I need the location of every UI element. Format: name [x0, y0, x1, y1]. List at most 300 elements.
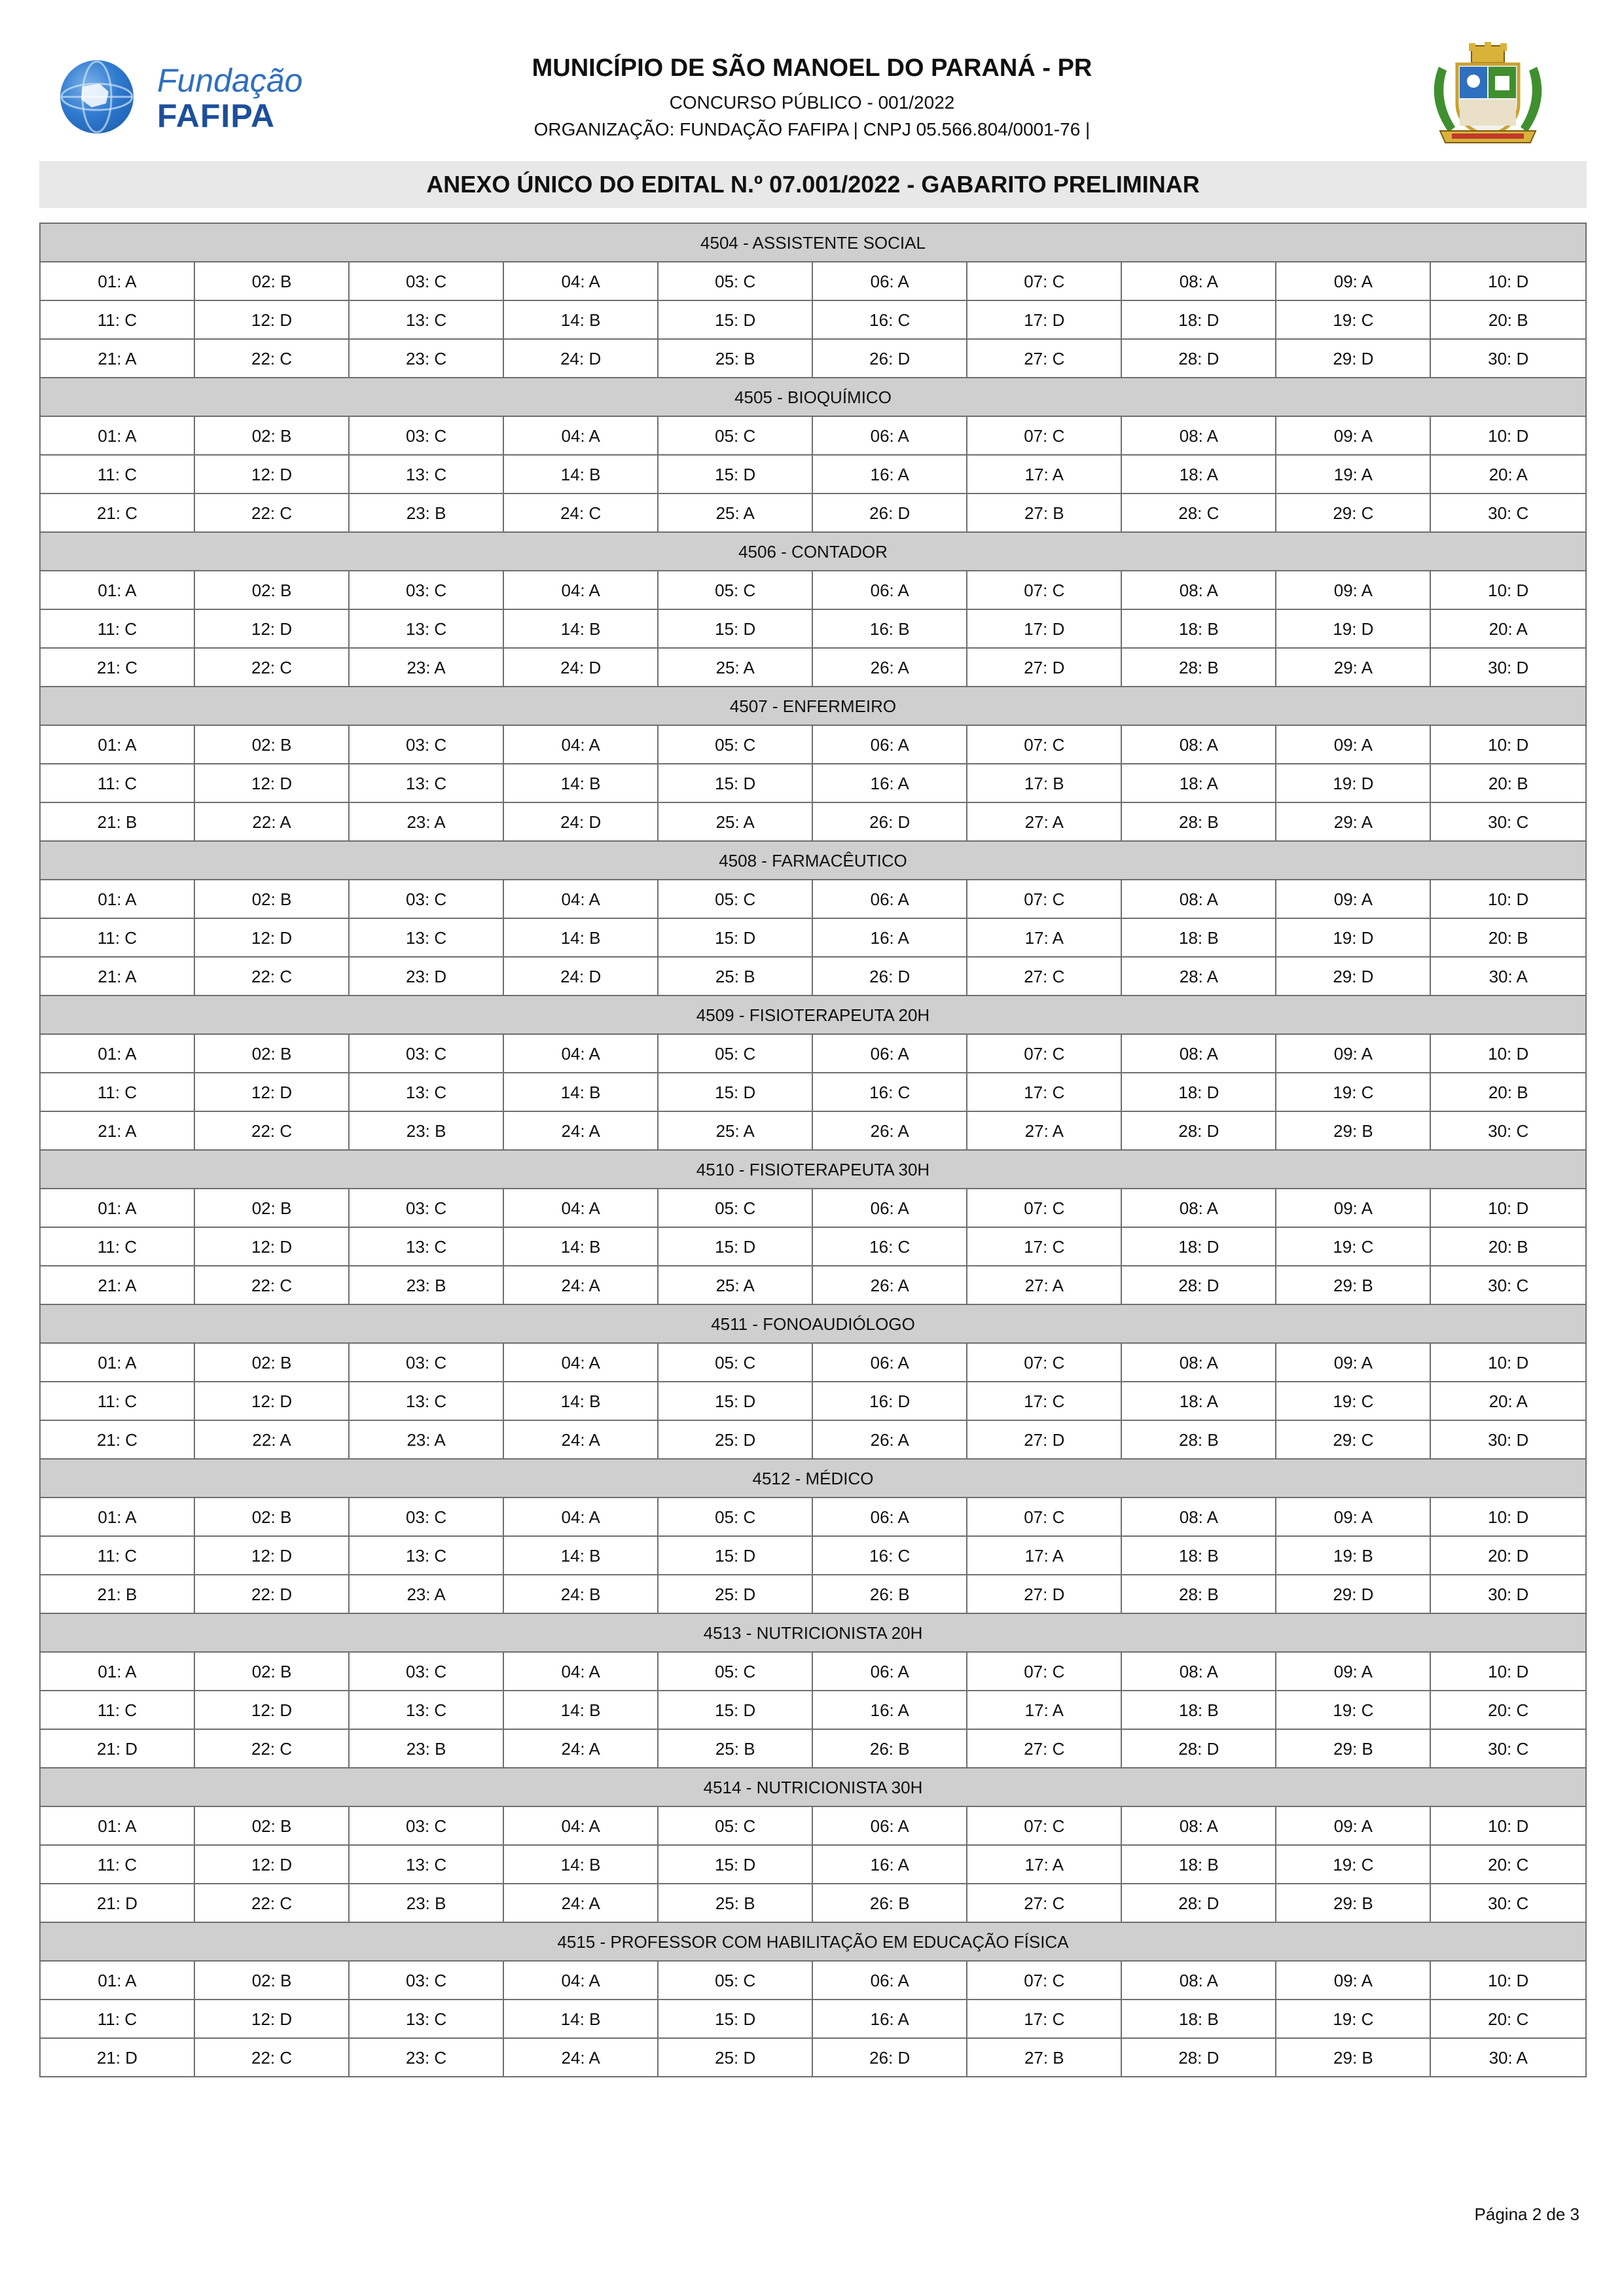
answer-cell: 07: C: [967, 1189, 1121, 1227]
organization-line: ORGANIZAÇÃO: FUNDAÇÃO FAFIPA | CNPJ 05.566.804/0001-76 |: [533, 119, 1091, 139]
answer-cell: 09: A: [1276, 262, 1430, 300]
answer-cell: 24: A: [503, 2038, 658, 2077]
answer-cell: 03: C: [349, 880, 503, 918]
answer-cell: 26: B: [812, 1729, 967, 1768]
section-header-row: [40, 223, 1586, 262]
answer-cell: 10: D: [1430, 571, 1586, 609]
answer-row: [40, 1382, 1586, 1420]
answer-cell: 23: B: [349, 1266, 503, 1304]
answer-cell: 13: C: [349, 1382, 503, 1420]
answer-cell: 12: D: [194, 1227, 349, 1266]
section-header-row: [40, 687, 1586, 725]
answer-cell: 14: B: [503, 609, 658, 648]
answer-cell: 21: D: [40, 1729, 194, 1768]
answer-cell: 02: B: [194, 1343, 349, 1382]
answer-row: [40, 1691, 1586, 1729]
answer-cell: 21: A: [40, 339, 194, 378]
answer-cell: 17: C: [967, 2000, 1121, 2038]
answer-cell: 02: B: [194, 1189, 349, 1227]
answer-cell: 26: D: [812, 2038, 967, 2077]
answer-cell: 15: D: [658, 1845, 812, 1884]
answer-cell: 05: C: [658, 571, 812, 609]
answer-cell: 22: C: [194, 648, 349, 687]
answer-row: [40, 1845, 1586, 1884]
answer-cell: 08: A: [1121, 725, 1276, 764]
answer-cell: 13: C: [349, 455, 503, 493]
answer-cell: 26: B: [812, 1884, 967, 1922]
answer-cell: 08: A: [1121, 262, 1276, 300]
answer-cell: 09: A: [1276, 1189, 1430, 1227]
answer-cell: 04: A: [503, 1652, 658, 1691]
answer-cell: 13: C: [349, 1536, 503, 1575]
answer-cell: 02: B: [194, 1034, 349, 1073]
answer-cell: 14: B: [503, 1691, 658, 1729]
answer-cell: 01: A: [40, 1189, 194, 1227]
answer-cell: 21: B: [40, 1575, 194, 1613]
answer-cell: 11: C: [40, 918, 194, 957]
answer-cell: 16: A: [812, 455, 967, 493]
answer-cell: 03: C: [349, 1498, 503, 1536]
answer-cell: 03: C: [349, 1961, 503, 2000]
answer-cell: 16: A: [812, 2000, 967, 2038]
answer-cell: 15: D: [658, 609, 812, 648]
section-header-row: [40, 841, 1586, 880]
answer-cell: 02: B: [194, 1806, 349, 1845]
answer-cell: 06: A: [812, 1343, 967, 1382]
answer-cell: 24: D: [503, 648, 658, 687]
section-title: 4506 - CONTADOR: [40, 532, 1586, 571]
answer-cell: 02: B: [194, 1652, 349, 1691]
answer-cell: 24: C: [503, 493, 658, 532]
answer-row: [40, 455, 1586, 493]
answer-cell: 27: A: [967, 802, 1121, 841]
answer-cell: 08: A: [1121, 1652, 1276, 1691]
answer-row: [40, 1961, 1586, 2000]
answer-cell: 23: B: [349, 1884, 503, 1922]
answer-row: [40, 1420, 1586, 1459]
answer-cell: 06: A: [812, 1652, 967, 1691]
answer-row: [40, 880, 1586, 918]
answer-cell: 16: A: [812, 1845, 967, 1884]
answer-cell: 30: C: [1430, 493, 1586, 532]
answer-cell: 28: B: [1121, 1420, 1276, 1459]
answer-cell: 21: A: [40, 957, 194, 996]
answer-cell: 01: A: [40, 725, 194, 764]
logo-text: [157, 63, 302, 134]
answer-cell: 02: B: [194, 1498, 349, 1536]
section-title: 4508 - FARMACÊUTICO: [40, 841, 1586, 880]
answer-cell: 16: D: [812, 1382, 967, 1420]
answer-cell: 15: D: [658, 918, 812, 957]
answer-cell: 19: D: [1276, 609, 1430, 648]
answer-cell: 30: D: [1430, 339, 1586, 378]
answer-row: [40, 1073, 1586, 1111]
answer-cell: 12: D: [194, 1845, 349, 1884]
answer-cell: 27: A: [967, 1111, 1121, 1150]
section-header-row: [40, 1304, 1586, 1343]
answer-cell: 20: A: [1430, 609, 1586, 648]
answer-cell: 12: D: [194, 1382, 349, 1420]
answer-cell: 07: C: [967, 1961, 1121, 2000]
answer-cell: 19: B: [1276, 1536, 1430, 1575]
answer-row: [40, 1536, 1586, 1575]
answer-cell: 07: C: [967, 725, 1121, 764]
answer-cell: 19: C: [1276, 1073, 1430, 1111]
answer-cell: 04: A: [503, 725, 658, 764]
answer-cell: 03: C: [349, 725, 503, 764]
answer-cell: 16: A: [812, 1691, 967, 1729]
answer-cell: 30: C: [1430, 1266, 1586, 1304]
answer-cell: 23: A: [349, 802, 503, 841]
answer-cell: 01: A: [40, 1806, 194, 1845]
answer-cell: 04: A: [503, 1806, 658, 1845]
answer-cell: 11: C: [40, 1227, 194, 1266]
answer-cell: 28: D: [1121, 1729, 1276, 1768]
answer-cell: 11: C: [40, 455, 194, 493]
answer-cell: 07: C: [967, 880, 1121, 918]
answer-cell: 05: C: [658, 725, 812, 764]
answer-cell: 01: A: [40, 880, 194, 918]
answer-cell: 18: A: [1121, 455, 1276, 493]
answer-cell: 15: D: [658, 1382, 812, 1420]
answer-cell: 29: C: [1276, 493, 1430, 532]
answer-cell: 24: A: [503, 1884, 658, 1922]
answer-cell: 06: A: [812, 416, 967, 455]
answer-cell: 09: A: [1276, 880, 1430, 918]
answer-cell: 02: B: [194, 1961, 349, 2000]
answer-cell: 21: D: [40, 1884, 194, 1922]
answer-cell: 07: C: [967, 1806, 1121, 1845]
answer-row: [40, 725, 1586, 764]
answer-cell: 08: A: [1121, 416, 1276, 455]
answer-cell: 13: C: [349, 1845, 503, 1884]
answer-cell: 08: A: [1121, 880, 1276, 918]
answer-cell: 11: C: [40, 2000, 194, 2038]
answer-cell: 10: D: [1430, 1034, 1586, 1073]
answer-cell: 03: C: [349, 1343, 503, 1382]
answer-cell: 06: A: [812, 1806, 967, 1845]
answer-cell: 17: B: [967, 764, 1121, 802]
answer-cell: 15: D: [658, 1073, 812, 1111]
section-header-row: [40, 1613, 1586, 1652]
answer-key-table: [39, 223, 1587, 2077]
answer-cell: 30: D: [1430, 1420, 1586, 1459]
answer-cell: 19: C: [1276, 1382, 1430, 1420]
answer-cell: 18: A: [1121, 1382, 1276, 1420]
answer-cell: 10: D: [1430, 1806, 1586, 1845]
answer-cell: 20: B: [1430, 1073, 1586, 1111]
answer-cell: 18: B: [1121, 1691, 1276, 1729]
answer-cell: 12: D: [194, 455, 349, 493]
answer-cell: 21: C: [40, 648, 194, 687]
answer-cell: 15: D: [658, 764, 812, 802]
answer-cell: 07: C: [967, 571, 1121, 609]
answer-cell: 08: A: [1121, 1498, 1276, 1536]
answer-cell: 22: A: [194, 1420, 349, 1459]
contest-subtitle: CONCURSO PÚBLICO - 001/2022: [669, 92, 955, 113]
answer-cell: 22: C: [194, 1729, 349, 1768]
answer-cell: 21: C: [40, 493, 194, 532]
section-header-row: [40, 532, 1586, 571]
answer-cell: 17: A: [967, 918, 1121, 957]
section-title: 4514 - NUTRICIONISTA 30H: [40, 1768, 1586, 1806]
answer-cell: 17: D: [967, 300, 1121, 339]
section-title: 4507 - ENFERMEIRO: [40, 687, 1586, 725]
answer-cell: 02: B: [194, 880, 349, 918]
answer-cell: 05: C: [658, 1806, 812, 1845]
answer-cell: 10: D: [1430, 262, 1586, 300]
page-header: [0, 0, 1624, 157]
answer-cell: 25: B: [658, 1884, 812, 1922]
answer-cell: 09: A: [1276, 1498, 1430, 1536]
answer-cell: 05: C: [658, 1189, 812, 1227]
answer-cell: 19: A: [1276, 455, 1430, 493]
answer-cell: 27: A: [967, 1266, 1121, 1304]
answer-cell: 25: B: [658, 339, 812, 378]
answer-cell: 06: A: [812, 725, 967, 764]
answer-cell: 06: A: [812, 1961, 967, 2000]
answer-cell: 20: A: [1430, 1382, 1586, 1420]
answer-cell: 13: C: [349, 1691, 503, 1729]
answer-cell: 06: A: [812, 571, 967, 609]
answer-cell: 17: A: [967, 1845, 1121, 1884]
answer-cell: 23: B: [349, 493, 503, 532]
answer-cell: 19: C: [1276, 2000, 1430, 2038]
answer-cell: 01: A: [40, 1961, 194, 2000]
answer-cell: 03: C: [349, 1189, 503, 1227]
answer-row: [40, 493, 1586, 532]
answer-cell: 29: A: [1276, 648, 1430, 687]
answer-cell: 09: A: [1276, 1652, 1430, 1691]
answer-cell: 24: A: [503, 1111, 658, 1150]
answer-cell: 20: B: [1430, 300, 1586, 339]
answer-cell: 16: B: [812, 609, 967, 648]
answer-cell: 15: D: [658, 1227, 812, 1266]
answer-cell: 07: C: [967, 416, 1121, 455]
answer-cell: 05: C: [658, 1343, 812, 1382]
answer-row: [40, 764, 1586, 802]
fafipa-logo: [60, 60, 309, 135]
answer-cell: 11: C: [40, 1691, 194, 1729]
answer-cell: 26: A: [812, 648, 967, 687]
answer-cell: 24: D: [503, 339, 658, 378]
answer-cell: 13: C: [349, 764, 503, 802]
answer-cell: 25: B: [658, 1729, 812, 1768]
answer-cell: 05: C: [658, 1034, 812, 1073]
section-title: 4513 - NUTRICIONISTA 20H: [40, 1613, 1586, 1652]
answer-cell: 14: B: [503, 1382, 658, 1420]
answer-cell: 04: A: [503, 571, 658, 609]
answer-cell: 09: A: [1276, 1961, 1430, 2000]
answer-row: [40, 1343, 1586, 1382]
answer-row: [40, 648, 1586, 687]
answer-cell: 03: C: [349, 1806, 503, 1845]
answer-cell: 20: A: [1430, 455, 1586, 493]
answer-cell: 05: C: [658, 880, 812, 918]
answer-cell: 20: D: [1430, 1536, 1586, 1575]
answer-cell: 21: D: [40, 2038, 194, 2077]
answer-cell: 09: A: [1276, 571, 1430, 609]
answer-cell: 09: A: [1276, 1343, 1430, 1382]
answer-cell: 19: C: [1276, 1845, 1430, 1884]
answer-cell: 06: A: [812, 1498, 967, 1536]
answer-row: [40, 1575, 1586, 1613]
answer-cell: 10: D: [1430, 1498, 1586, 1536]
answer-cell: 10: D: [1430, 1189, 1586, 1227]
answer-cell: 09: A: [1276, 1806, 1430, 1845]
answer-cell: 20: B: [1430, 918, 1586, 957]
answer-cell: 20: B: [1430, 764, 1586, 802]
answer-cell: 23: D: [349, 957, 503, 996]
answer-cell: 27: C: [967, 957, 1121, 996]
answer-cell: 30: D: [1430, 648, 1586, 687]
answer-cell: 19: C: [1276, 300, 1430, 339]
answer-cell: 25: A: [658, 1266, 812, 1304]
answer-cell: 01: A: [40, 1343, 194, 1382]
answer-cell: 11: C: [40, 1073, 194, 1111]
answer-cell: 10: D: [1430, 1343, 1586, 1382]
answer-cell: 14: B: [503, 2000, 658, 2038]
answer-cell: 27: D: [967, 1575, 1121, 1613]
section-header-row: [40, 378, 1586, 416]
answer-cell: 12: D: [194, 300, 349, 339]
answer-cell: 28: C: [1121, 493, 1276, 532]
answer-cell: 16: C: [812, 1073, 967, 1111]
answer-cell: 14: B: [503, 300, 658, 339]
answer-cell: 28: B: [1121, 802, 1276, 841]
answer-cell: 13: C: [349, 2000, 503, 2038]
answer-cell: 29: D: [1276, 339, 1430, 378]
answer-cell: 24: B: [503, 1575, 658, 1613]
answer-cell: 26: A: [812, 1266, 967, 1304]
answer-cell: 02: B: [194, 416, 349, 455]
answer-cell: 30: C: [1430, 1729, 1586, 1768]
answer-row: [40, 1111, 1586, 1150]
answer-cell: 22: C: [194, 493, 349, 532]
answer-cell: 08: A: [1121, 1034, 1276, 1073]
answer-cell: 18: B: [1121, 918, 1276, 957]
answer-row: [40, 957, 1586, 996]
answer-cell: 01: A: [40, 1652, 194, 1691]
answer-cell: 28: B: [1121, 648, 1276, 687]
answer-cell: 18: A: [1121, 764, 1276, 802]
answer-cell: 19: C: [1276, 1227, 1430, 1266]
answer-cell: 23: C: [349, 2038, 503, 2077]
answer-cell: 30: D: [1430, 1575, 1586, 1613]
answer-cell: 13: C: [349, 300, 503, 339]
answer-cell: 03: C: [349, 416, 503, 455]
answer-cell: 03: C: [349, 571, 503, 609]
answer-cell: 25: B: [658, 957, 812, 996]
answer-cell: 29: B: [1276, 1729, 1430, 1768]
answer-cell: 19: D: [1276, 918, 1430, 957]
answer-cell: 25: A: [658, 648, 812, 687]
answer-cell: 17: A: [967, 1536, 1121, 1575]
answer-cell: 14: B: [503, 1227, 658, 1266]
answer-cell: 30: A: [1430, 957, 1586, 996]
answer-cell: 15: D: [658, 455, 812, 493]
answer-cell: 10: D: [1430, 1961, 1586, 2000]
answer-cell: 08: A: [1121, 1343, 1276, 1382]
answer-cell: 08: A: [1121, 1961, 1276, 2000]
answer-cell: 12: D: [194, 609, 349, 648]
answer-cell: 13: C: [349, 609, 503, 648]
answer-cell: 17: C: [967, 1227, 1121, 1266]
answer-cell: 10: D: [1430, 1652, 1586, 1691]
answer-row: [40, 300, 1586, 339]
answer-cell: 06: A: [812, 880, 967, 918]
answer-cell: 24: A: [503, 1266, 658, 1304]
answer-cell: 02: B: [194, 725, 349, 764]
answer-cell: 12: D: [194, 1536, 349, 1575]
answer-cell: 26: D: [812, 493, 967, 532]
answer-cell: 30: C: [1430, 802, 1586, 841]
answer-row: [40, 2000, 1586, 2038]
answer-row: [40, 1729, 1586, 1768]
answer-cell: 01: A: [40, 571, 194, 609]
answer-cell: 26: A: [812, 1111, 967, 1150]
section-title: 4510 - FISIOTERAPEUTA 30H: [40, 1150, 1586, 1189]
answer-row: [40, 1266, 1586, 1304]
answer-cell: 30: C: [1430, 1884, 1586, 1922]
answer-cell: 27: B: [967, 2038, 1121, 2077]
answer-cell: 13: C: [349, 1227, 503, 1266]
answer-row: [40, 2038, 1586, 2077]
answer-cell: 03: C: [349, 1034, 503, 1073]
answer-cell: 19: D: [1276, 764, 1430, 802]
answer-cell: 05: C: [658, 1498, 812, 1536]
answer-cell: 01: A: [40, 1498, 194, 1536]
section-title: 4509 - FISIOTERAPEUTA 20H: [40, 996, 1586, 1034]
answer-cell: 17: A: [967, 1691, 1121, 1729]
answer-cell: 06: A: [812, 262, 967, 300]
answer-cell: 11: C: [40, 1536, 194, 1575]
answer-cell: 29: B: [1276, 1111, 1430, 1150]
answer-cell: 23: A: [349, 648, 503, 687]
page-number: Página 2 de 3: [1474, 2204, 1579, 2224]
answer-row: [40, 1498, 1586, 1536]
answer-cell: 16: C: [812, 1227, 967, 1266]
answer-cell: 18: B: [1121, 2000, 1276, 2038]
answer-cell: 06: A: [812, 1034, 967, 1073]
answer-row: [40, 802, 1586, 841]
answer-row: [40, 571, 1586, 609]
answer-cell: 23: B: [349, 1729, 503, 1768]
answer-cell: 21: C: [40, 1420, 194, 1459]
answer-cell: 04: A: [503, 416, 658, 455]
answer-cell: 26: D: [812, 957, 967, 996]
coat-of-arms-icon: [1426, 41, 1550, 152]
answer-cell: 07: C: [967, 1498, 1121, 1536]
answer-cell: 30: C: [1430, 1111, 1586, 1150]
answer-cell: 18: D: [1121, 1227, 1276, 1266]
answer-cell: 16: C: [812, 1536, 967, 1575]
answer-cell: 27: C: [967, 1884, 1121, 1922]
answer-cell: 17: C: [967, 1382, 1121, 1420]
answer-cell: 17: C: [967, 1073, 1121, 1111]
answer-row: [40, 1227, 1586, 1266]
answer-cell: 22: D: [194, 1575, 349, 1613]
answer-cell: 20: C: [1430, 2000, 1586, 2038]
answer-cell: 12: D: [194, 2000, 349, 2038]
answer-cell: 22: C: [194, 2038, 349, 2077]
section-title: 4512 - MÉDICO: [40, 1459, 1586, 1498]
answer-cell: 05: C: [658, 1652, 812, 1691]
answer-cell: 27: C: [967, 1729, 1121, 1768]
answer-row: [40, 416, 1586, 455]
answer-cell: 01: A: [40, 1034, 194, 1073]
answer-cell: 09: A: [1276, 725, 1430, 764]
